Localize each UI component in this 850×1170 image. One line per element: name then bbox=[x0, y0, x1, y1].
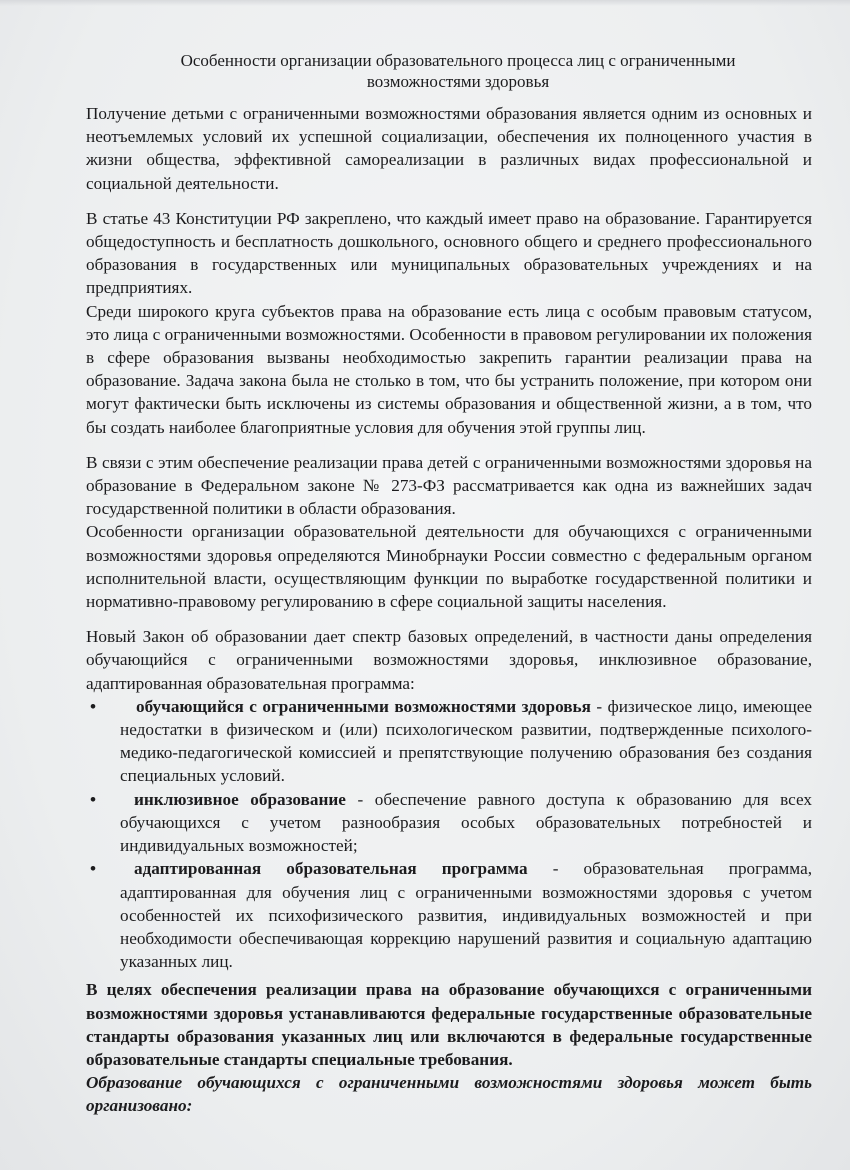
definition-term: инклюзивное образование bbox=[134, 789, 346, 809]
paragraph-constitution: В статье 43 Конституции РФ закреплено, что каждый имеет право на образование. Гарантируется общедоступность и бесплатность дошкольного, основного общего и среднего профессионального образования в государственных или муниципальных образовательных учреждениях и на предприятиях. bbox=[86, 208, 812, 298]
paragraph-legal-status: Среди широкого круга субъектов права на образование есть лица с особым правовым статусом, это лица с ограниченными возможностями. Особенности в правовом регулировании их положения в сфере образования вызваны необходимостью закрепить гарантии реализации права на образование. Задача закона была не столько в том, что бы устранить положение, при котором они могут фактически быть исключены из системы образования и общественной жизни, а в том, что бы создать наиболее благоприятные условия для обучения этой группы лиц. bbox=[86, 301, 812, 437]
paragraph-federal-law: В связи с этим обеспечение реализации права детей с ограниченными возможностями здоровья на образование в Федеральном законе № 273-ФЗ рассматривается как одна из важнейших задач государственной политики в области образования. bbox=[86, 452, 812, 519]
paragraph-intro: Получение детьми с ограниченными возможностями образования является одним из основных и неотъемлемых условий их успешной социализации, обеспечения их полноценного участия в жизни общества, эффективной самореализации в различных видах профессиональной и социальной деятельности. bbox=[86, 104, 812, 193]
paragraph-standards: В целях обеспечения реализации права на образование обучающихся с ограниченными возможностями здоровья устанавливаются федеральные государственные образовательные стандарты образования указанных лиц или включаются в федеральные государственные образовательные стандарты специальные требования. bbox=[86, 980, 812, 1069]
title-line-1: Особенности организации образовательного процесса лиц с ограниченными bbox=[180, 51, 736, 70]
bullet-icon: • bbox=[90, 789, 97, 809]
definition-item bbox=[86, 857, 812, 973]
definition-term: обучающийся с ограниченными возможностями здоровья bbox=[136, 696, 591, 716]
document-title bbox=[86, 50, 812, 92]
bullet-icon: • bbox=[90, 859, 97, 879]
definition-text: - обеспечение равного доступа к образованию для всех обучающихся с учетом разнообразия особых образовательных потребностей и индивидуальных возможностей; bbox=[120, 789, 813, 856]
definition-text: - физическое лицо, имеющее недостатки в физическом и (или) психологическом развитии, подтвержденные психолого-медико-педагогической комиссией и препятствующие получению образования без создания специальных условий. bbox=[120, 696, 812, 786]
document-body bbox=[86, 50, 812, 1118]
paragraph-organization: Образование обучающихся с ограниченными возможностями здоровья может быть организовано: bbox=[86, 1073, 812, 1116]
paragraph-ministry: Особенности организации образовательной деятельности для обучающихся с ограниченными возможностями здоровья определяются Минобрнауки России совместно с федеральным органом исполнительной власти, осуществляющим функции по выработке государственной политики и нормативно-правовому регулированию в сфере социальной защиты населения. bbox=[86, 522, 812, 612]
definition-term: адаптированная образовательная программа bbox=[134, 859, 528, 879]
definitions-list bbox=[86, 695, 812, 973]
paragraph-definitions-intro: Новый Закон об образовании дает спектр базовых определений, в частности даны определения обучающийся с ограниченными возможностями здоровья, инклюзивное образование, адаптированная образовательная программа: bbox=[86, 627, 812, 693]
definition-item bbox=[86, 695, 812, 788]
title-line-2: возможностями здоровья bbox=[366, 72, 550, 91]
definition-text: - образовательная программа, адаптированная для обучения лиц с ограниченными возможностями здоровья с учетом особенностей их психофизического развития, индивидуальных возможностей и при необходимости обеспечивающая коррекцию нарушений развития и социальную адаптацию указанных лиц. bbox=[120, 859, 812, 972]
scan-edge bbox=[0, 0, 850, 6]
bullet-icon: • bbox=[90, 696, 97, 716]
definition-item bbox=[86, 788, 812, 858]
